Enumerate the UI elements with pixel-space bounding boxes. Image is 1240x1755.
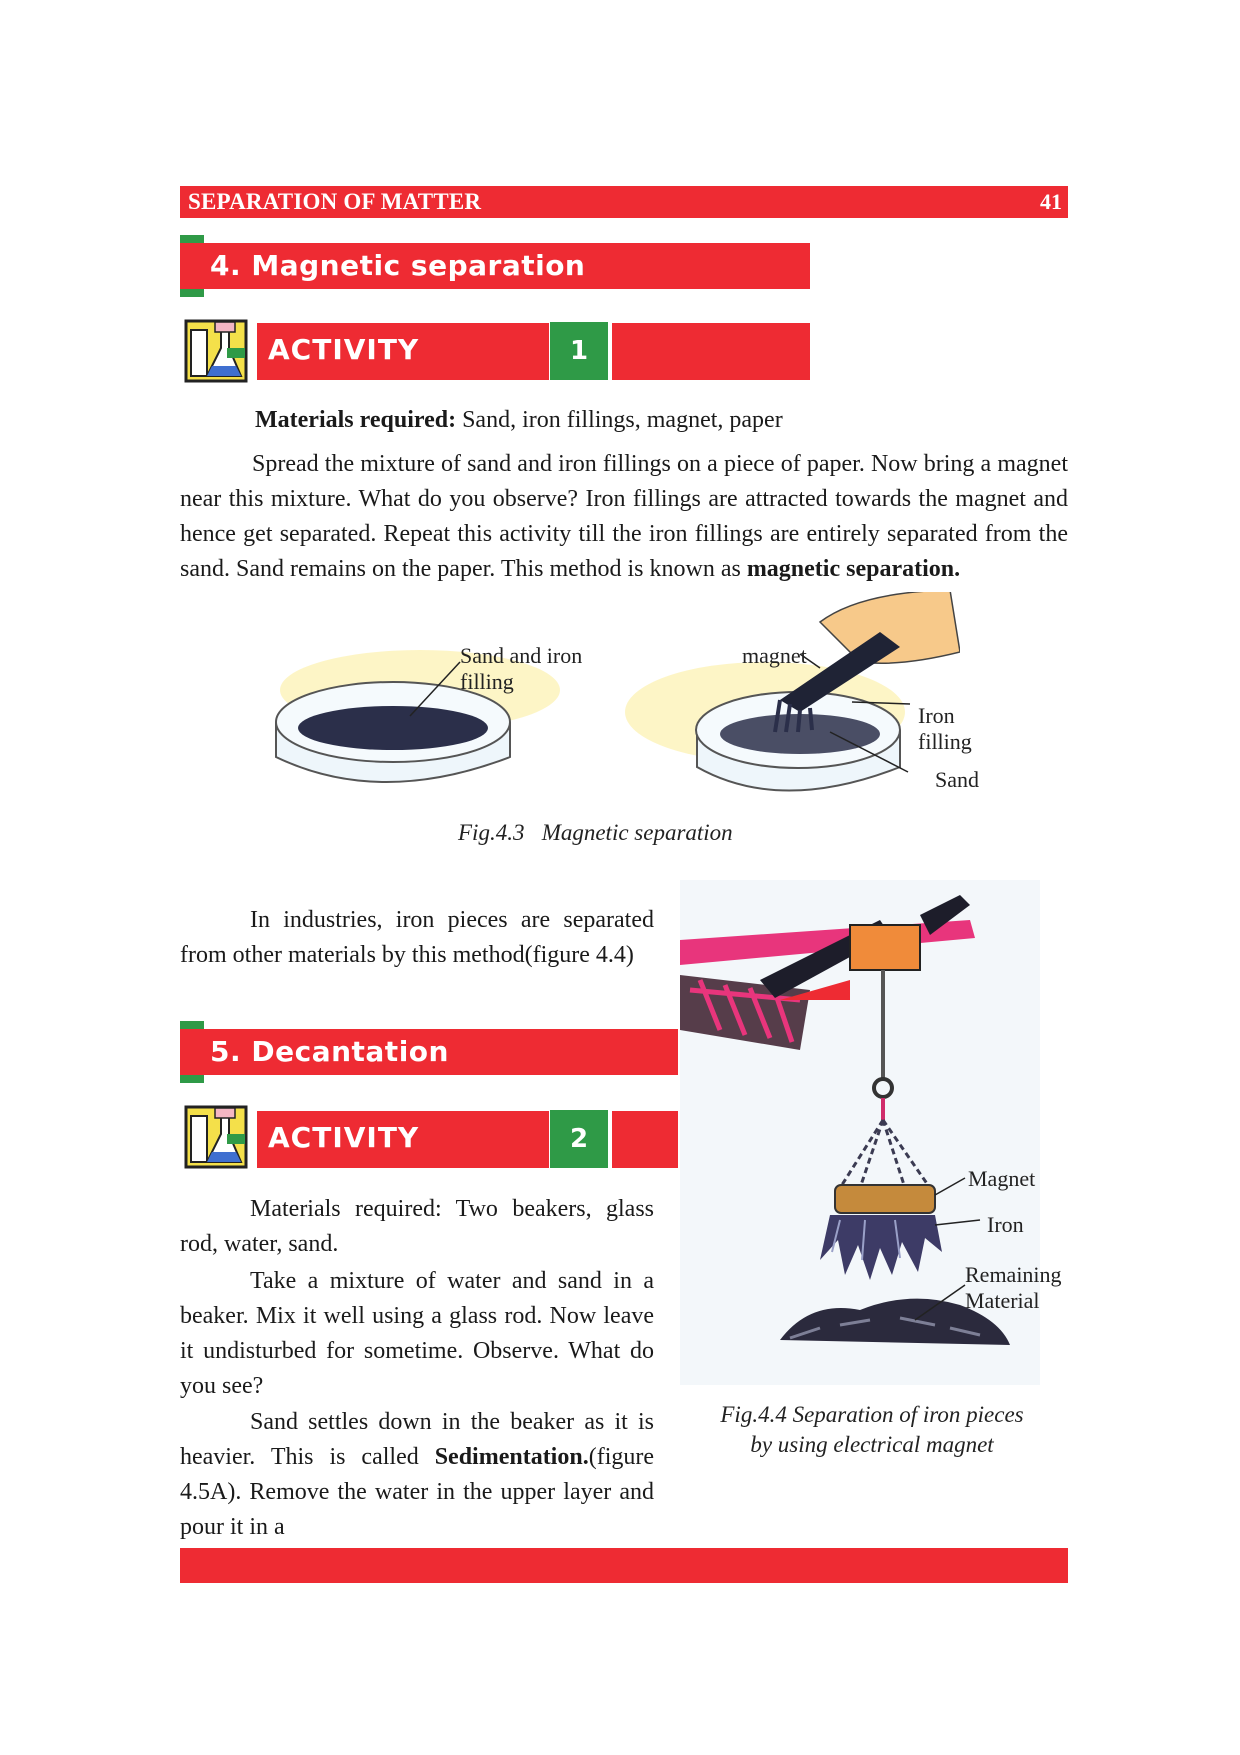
chapter-title: SEPARATION OF MATTER [188, 189, 482, 214]
materials-label: Materials required: [255, 407, 457, 433]
activity-2-bar-tail [612, 1111, 678, 1168]
section-4-heading [180, 243, 810, 289]
figure-4-4-caption: Fig.4.4 Separation of iron pieces by using electrical magnet [720, 1402, 1024, 1457]
activity-1-bar-tail [612, 323, 810, 380]
term-magnetic-separation: magnetic separation. [746, 556, 961, 582]
activity-2-label: ACTIVITY [268, 1121, 420, 1154]
decantation-paragraph-2: Sand settles down in the beaker as it is heavier. This is called Sedimentation.(figure 4.5A). Remove the water in the upper layer and pour it in a [180, 1409, 654, 1540]
label-iron: Iron [987, 1212, 1024, 1237]
page-number: 41 [1040, 189, 1062, 214]
materials-list: Sand, iron fillings, magnet, paper [456, 407, 783, 433]
term-sedimentation: Sedimentation. [434, 1444, 589, 1470]
activity-icon [183, 318, 249, 384]
magnetic-separation-paragraph [180, 447, 1068, 587]
activity-1-label: ACTIVITY [268, 333, 420, 366]
activity-icon [183, 1104, 249, 1170]
footer-bar [180, 1548, 1068, 1583]
label-remaining-material: Remaining Material [965, 1262, 1062, 1313]
materials-required-2: Materials required: Two beakers, glass rod, water, sand. [180, 1196, 654, 1257]
activity-1-label-bar [257, 323, 549, 380]
activity-1-number: 1 [550, 322, 608, 380]
industry-paragraph: In industries, iron pieces are separated from other materials by this method(figure 4.4) [180, 907, 654, 968]
activity-2-number: 2 [550, 1110, 608, 1168]
figure-4-3-illustration [260, 592, 960, 817]
label-sand: Sand [935, 767, 979, 792]
figure-4-3-caption: Fig.4.3 Magnetic separation [458, 820, 733, 845]
activity-2-label-bar [257, 1111, 549, 1168]
decantation-paragraph-1: Take a mixture of water and sand in a beaker. Mix it well using a glass rod. Now leave it undisturbed for sometime. Observe. What do you see? [180, 1268, 654, 1399]
section-4-title: 4. Magnetic separation [210, 249, 586, 282]
label-magnet-crane: Magnet [968, 1166, 1036, 1191]
label-sand-iron: Sand and iron filling [460, 643, 583, 694]
materials-required-1 [255, 403, 815, 438]
running-header [180, 186, 1068, 218]
section-5-title: 5. Decantation [210, 1035, 449, 1068]
section-5-heading [180, 1029, 678, 1075]
label-iron-filling: Iron filling [918, 703, 972, 754]
label-magnet: magnet [742, 643, 807, 668]
paragraph-text: Spread the mixture of sand and iron fillings on a piece of paper. Now bring a magnet near this mixture. What do you observe? Iron fillings are attracted towards the magnet and hence get separated. Repeat this activity till the iron fillings are entirely separated from the sand. Sand remains on the paper. This method is known as [180, 451, 1068, 582]
